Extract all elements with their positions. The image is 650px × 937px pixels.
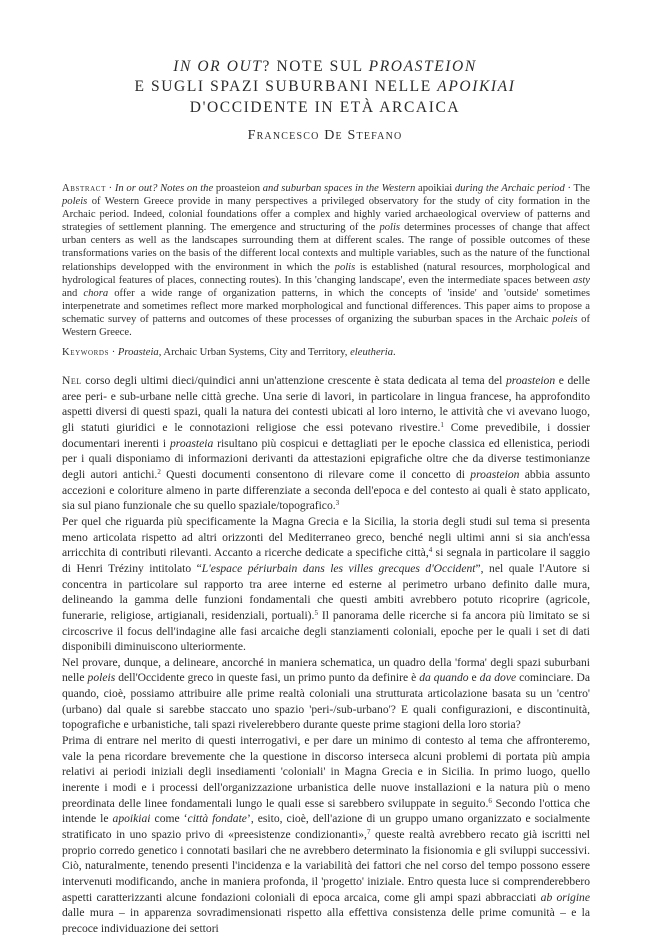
text: e — [468, 671, 480, 685]
keyword-italic: eleutheria — [350, 347, 394, 358]
italic-term: apoikiai — [112, 812, 151, 826]
keyword-text: . — [393, 347, 396, 358]
paragraph-3 — [62, 655, 590, 733]
title-italic-apoikiai: APOIKIAI — [437, 78, 516, 95]
abstract-text: of Western Greece provide in many perspectives a privileged observatory for the study of city formation in the Archaic period. Indeed, colonial foundations offer a complex and highly varied archaeological overview of patterns and strategies of settlement planning. The emergence and structuring of the — [62, 196, 590, 234]
separator: · — [564, 183, 574, 194]
abstract-text: is established (natural resources, morphological and hydrological features of places, connecting routes). In this 'changing landscape', even the intermediate spaces between — [62, 261, 591, 286]
paragraph-lead: Nel — [62, 374, 82, 387]
abstract-italic: polis — [379, 222, 401, 234]
text: si segnala in particolare il saggio di Henri Tréziny intitolato “ — [62, 546, 590, 575]
abstract-title: and suburban spaces in the Western — [262, 183, 416, 194]
footnote-ref[interactable]: 4 — [428, 546, 433, 555]
footnote-ref[interactable]: 1 — [440, 420, 444, 429]
abstract-italic: chora — [83, 287, 109, 299]
abstract-text: The — [573, 183, 591, 194]
text: Secondo l'ottica che intende le — [62, 796, 590, 826]
italic-term: ab origine — [540, 890, 591, 904]
title-line-1 — [60, 57, 590, 77]
abstract-title: during the Archaic period — [454, 183, 565, 194]
text: risultano più cospicui e dettagliati per le epoche classica ed ellenistica, periodi per i quali disponiamo di informazioni derivanti da attestazioni epigrafiche oltre che da diverse testimonianze degli autori antichi. — [62, 436, 590, 481]
title-italic-proasteion: PROASTEION — [368, 58, 477, 75]
text: dalle mura – in apparenza sovradimensionati rispetto alla effettiva consistenza delle prime comunità – e la precoce individuazione dei settori — [62, 906, 590, 935]
keyword-italic: Proasteia — [117, 347, 159, 358]
footnote-ref[interactable]: 7 — [366, 828, 371, 837]
abstract-text: determines processes of change that affect urban centers as well as the landscapes surrounding them at different scales. The range of possible outcomes of these transformations varies on the basis of the different local contexts and multiple variables, such as the nature of the functional relationships developped with the environment in which the — [62, 222, 590, 273]
text: ”, nel quale l'Autore si concentra in particolare sul rapporto tra aree interne ed esterne al perimetro urbano definito dalle mura, delineando la gamma delle funzioni fondamentali che questi ambiti avrebbero potuto ricoprire (agricole, funerarie, religiose, artigianali, residenziali, portuali). — [62, 561, 591, 622]
title-line-3: D'OCCIDENTE IN ETÀ ARCAICA — [189, 99, 461, 116]
footnote-ref[interactable]: 3 — [335, 499, 340, 508]
footnote-ref[interactable]: 2 — [157, 467, 161, 476]
abstract-text: offer a wide range of organization patterns, in which the concepts of 'inside' and 'outside' sometimes interpenetrate and sometimes reflect more marked morphological and functional differences. This paper aims to propose a schematic survey of patterns and outcomes of these processes of organizing the suburban spaces in the Archaic — [62, 287, 590, 325]
italic-term: proasteia — [169, 436, 214, 450]
text: e delle aree peri- e sub-urbane nelle città greche. Una serie di lavori, in particolare in lingua francese, ha approfondito aspetti diversi di questi spazi, quali la natura dei contesti ubicati al loro interno, le attività che vi avevano luogo, gli statuti giuridici e le connotazioni religiose che essi potevano rivestire. — [62, 374, 590, 434]
italic-term: da dove — [479, 671, 517, 685]
text: abbia assunto accezioni e coloriture almeno in parte differenziate a seconda dell'epoca e del contesto ai quali è stato applicato, sia sul piano funzionale che su quello spaziale/topografico. — [62, 467, 590, 513]
author-text: Francesco De Stefano — [247, 128, 403, 143]
italic-term: proasteion — [505, 374, 556, 387]
abstract-italic: asty — [572, 274, 590, 286]
text: Il panorama delle ricerche si fa ancora più limitato se si circoscrive il focus dell'indagine alle fasi arcaiche degli stanziamenti coloniali, epoche per le quali i set di dati disponibili diminuiscono ulteriormente. — [62, 608, 590, 654]
abstract-italic: polis — [334, 261, 356, 273]
footnote-ref[interactable]: 5 — [314, 608, 318, 617]
abstract-text: and — [62, 287, 84, 299]
text: come ‘ — [150, 812, 188, 826]
separator: · — [105, 183, 115, 194]
abstract-title: In or out? Notes on the — [114, 183, 214, 194]
separator: · — [109, 347, 118, 358]
abstract-title: apoikiai — [415, 183, 455, 194]
text: Prima di entrare nel merito di questi interrogativi, e per dare un minimo di contesto al tema che affronteremo, vale la pena ricordare brevemente che la questione in discorso interseca alcuni problemi di portata più ampia relativi ai periodi iniziali degli insediamenti 'coloniali' in Magna Grecia e in Sicilia. In primo luogo, quello inerente i modi e i processi dell'organizzazione urbanistica delle nuove installazioni e la natura più o meno preordinata delle linee fondamentali lungo le quali esse si sarebbero sviluppate in seguito. — [62, 734, 590, 810]
title-text: ? NOTE SUL — [262, 58, 369, 75]
body-text — [62, 373, 590, 937]
paragraph-1 — [62, 373, 590, 514]
paragraph-4 — [62, 733, 590, 937]
italic-term: poleis — [87, 671, 116, 685]
text: dell'Occidente greco in queste fasi, un primo punto da definire è — [115, 671, 420, 685]
text: ’, esito, cioè, dell'azione di un gruppo umano organizzato e socialmente stratificato in uno spazio privo di «preesistenze condizionanti», — [62, 812, 591, 842]
italic-term: da quando — [419, 671, 469, 685]
abstract-title: proasteion — [213, 183, 263, 194]
text: corso degli ultimi dieci/quindici anni un'attenzione crescente è stata dedicata al tema del — [81, 374, 506, 387]
author-name — [60, 128, 590, 144]
text: queste realtà avrebbero recato già iscritti nel proprio corredo genetico i connotati basilari che ne avrebbero determinato la fisionomia e gli sviluppi successivi. Ciò, naturalmente, tenendo presenti l'incidenza e la variabilità dei fattori che nel corso del tempo possono essere intervenuti modificando, anche in maniera profonda, il 'progetto' iniziale. Entro questa luce si comprenderebbero aspetti caratterizzanti alcune fondazioni coloniali di epoca arcaica, come gli ampi spazi abbracciati — [62, 828, 590, 904]
keywords-label: Keywords — [62, 347, 110, 358]
italic-term: città fondate — [187, 812, 247, 826]
title-italic-in-or-out: IN OR OUT — [173, 58, 263, 75]
italic-term: proasteion — [470, 467, 520, 481]
italic-title: L'espace périurbain dans les villes grecques d'Occident — [201, 561, 476, 575]
text: cominciare. Da quando, cioè, possiamo attribuire alle prime realtà coloniali una strutturata articolazione basata su un 'centro' (urbano) dal quale si sarebbe staccato uno spazio 'peri-/sub-urbano'? E quali configurazioni, e discontinuità, topografiche e urbanistiche, tali spazi rivelerebbero durante queste prime stagioni della loro storia? — [62, 671, 590, 732]
title-line-2 — [60, 77, 590, 97]
title-text: E SUGLI SPAZI SUBURBANI NELLE — [134, 78, 438, 95]
abstract-italic: poleis — [552, 313, 578, 325]
keywords — [62, 346, 590, 359]
abstract-text: of Western Greece. — [62, 313, 590, 339]
abstract-label: Abstract — [62, 183, 106, 194]
keyword-text: , Archaic Urban Systems, City and Territory, — [158, 347, 351, 358]
footnote-ref[interactable]: 6 — [488, 796, 492, 805]
text: Nel provare, dunque, a delineare, ancorché in maniera schematica, un quadro della 'forma' degli spazi suburbani nelle — [62, 655, 590, 685]
abstract — [62, 182, 590, 339]
text: Questi documenti consentono di rilevare come il concetto di — [160, 467, 471, 481]
abstract-italic: poleis — [62, 196, 88, 208]
paragraph-2 — [62, 514, 590, 655]
text: Per quel che riguarda più specificamente la Magna Grecia e la Sicilia, la storia degli studi sul tema si presenta meno articolata rispetto ad altri orizzonti del Mediterraneo greco, benché negli ultimi anni si sia anch'essa arricchita di contributi rilevanti. Accanto a ricerche dedicate a specifiche città, — [62, 514, 590, 560]
text: Come prevedibile, i dossier documentari inerenti i — [62, 420, 590, 450]
